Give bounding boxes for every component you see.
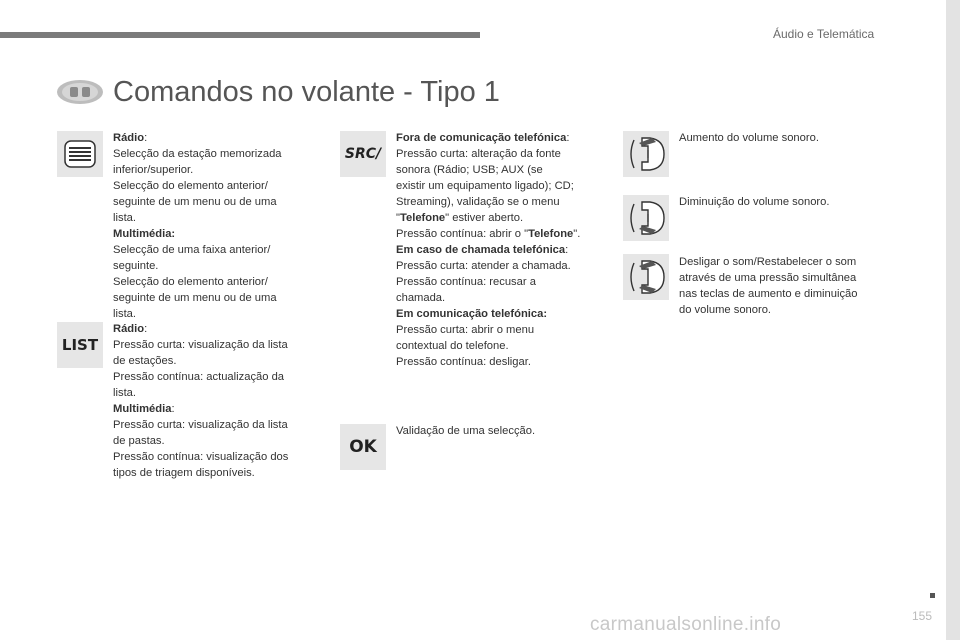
text: sonora (Rádio; USB; AUX (se: [396, 164, 543, 176]
label-radio: Rádio: [113, 132, 145, 144]
text: ": [396, 212, 400, 224]
wheel-buttons-icon-box: [57, 131, 103, 177]
ok-button-icon-box: [340, 424, 386, 470]
mute-control-icon: [626, 257, 666, 297]
text: :: [144, 323, 148, 335]
text: seguinte de um menu ou de uma: [113, 292, 277, 304]
text: ".: [573, 228, 581, 240]
list-button-description: [113, 321, 313, 481]
text: lista.: [113, 387, 137, 399]
text: Pressão contínua: recusar a: [396, 276, 536, 288]
list-button-glyph: LIST: [61, 336, 99, 354]
text: tipos de triagem disponíveis.: [113, 467, 255, 479]
ok-button-glyph: OK: [349, 437, 377, 457]
text: do volume sonoro.: [679, 304, 772, 316]
text: chamada.: [396, 292, 446, 304]
volume-up-description: [679, 130, 889, 146]
text: Selecção da estação memorizada: [113, 148, 282, 160]
src-button-icon-box: [340, 131, 386, 177]
label-incoming-call: Em caso de chamada telefónica: [396, 244, 566, 256]
text: Pressão contínua: desligar.: [396, 356, 531, 368]
volume-up-icon-box: [623, 131, 669, 177]
steering-wheel-controls-icon: [56, 78, 104, 106]
text: Pressão contínua: visualização dos: [113, 451, 289, 463]
text: :: [565, 244, 569, 256]
page-marker: [930, 593, 935, 598]
text: " estiver aberto.: [445, 212, 524, 224]
text: seguinte de um menu ou de uma: [113, 196, 277, 208]
label-telefone: Telefone: [399, 212, 446, 224]
text: Desligar o som/Restabelecer o som: [679, 256, 857, 268]
text: Validação de uma selecção.: [396, 425, 536, 437]
page-number: 155: [912, 609, 933, 623]
text: lista.: [113, 308, 137, 320]
label-in-call: Em comunicação telefónica:: [396, 308, 548, 320]
volume-down-control-icon: [626, 198, 666, 238]
label-telefone: Telefone: [528, 228, 574, 240]
text: :: [171, 403, 175, 415]
text: Diminuição do volume sonoro.: [679, 196, 830, 208]
text: Pressão contínua: actualização da: [113, 371, 285, 383]
wheel-buttons-description: [113, 130, 313, 322]
label-multimedia: Multimédia:: [113, 228, 176, 240]
text: Pressão curta: visualização da lista: [113, 339, 288, 351]
page-edge-strip: [946, 0, 960, 640]
text: existir um equipamento ligado); CD;: [396, 180, 574, 192]
text: Selecção do elemento anterior/: [113, 276, 268, 288]
text: de pastas.: [113, 435, 165, 447]
text: de estações.: [113, 355, 177, 367]
text: Pressão curta: alteração da fonte: [396, 148, 561, 160]
mute-icon-box: [623, 254, 669, 300]
text: Pressão curta: abrir o menu: [396, 324, 535, 336]
text: através de uma pressão simultânea: [679, 272, 857, 284]
wheel-buttons-icon: [63, 139, 97, 169]
text: Selecção do elemento anterior/: [113, 180, 268, 192]
text: :: [144, 132, 148, 144]
text: Streaming), validação se o menu: [396, 196, 560, 208]
label-outside-call: Fora de comunicação telefónica: [396, 132, 567, 144]
text: contextual do telefone.: [396, 340, 509, 352]
text: Pressão curta: visualização da lista: [113, 419, 288, 431]
volume-down-icon-box: [623, 195, 669, 241]
text: nas teclas de aumento e diminuição: [679, 288, 858, 300]
text: seguinte.: [113, 260, 159, 272]
volume-up-control-icon: [626, 134, 666, 174]
page-title: Comandos no volante - Tipo 1: [113, 76, 500, 108]
text: Pressão curta: atender a chamada.: [396, 260, 571, 272]
list-button-icon-box: [57, 322, 103, 368]
watermark: carmanualsonline.info: [590, 614, 782, 635]
text: Selecção de uma faixa anterior/: [113, 244, 271, 256]
ok-button-description: [396, 423, 601, 439]
src-button-description: [396, 130, 601, 370]
text: inferior/superior.: [113, 164, 194, 176]
label-radio: Rádio: [113, 323, 145, 335]
header-bar: [0, 32, 480, 38]
text: Pressão contínua: abrir o ": [396, 228, 529, 240]
text: :: [566, 132, 570, 144]
mute-description: [679, 254, 889, 318]
text: lista.: [113, 212, 137, 224]
section-title: Áudio e Telemática: [773, 27, 875, 41]
text: Aumento do volume sonoro.: [679, 132, 819, 144]
src-phone-button-glyph: SRC/: [344, 146, 382, 162]
label-multimedia: Multimédia: [113, 403, 172, 415]
volume-down-description: [679, 194, 889, 210]
